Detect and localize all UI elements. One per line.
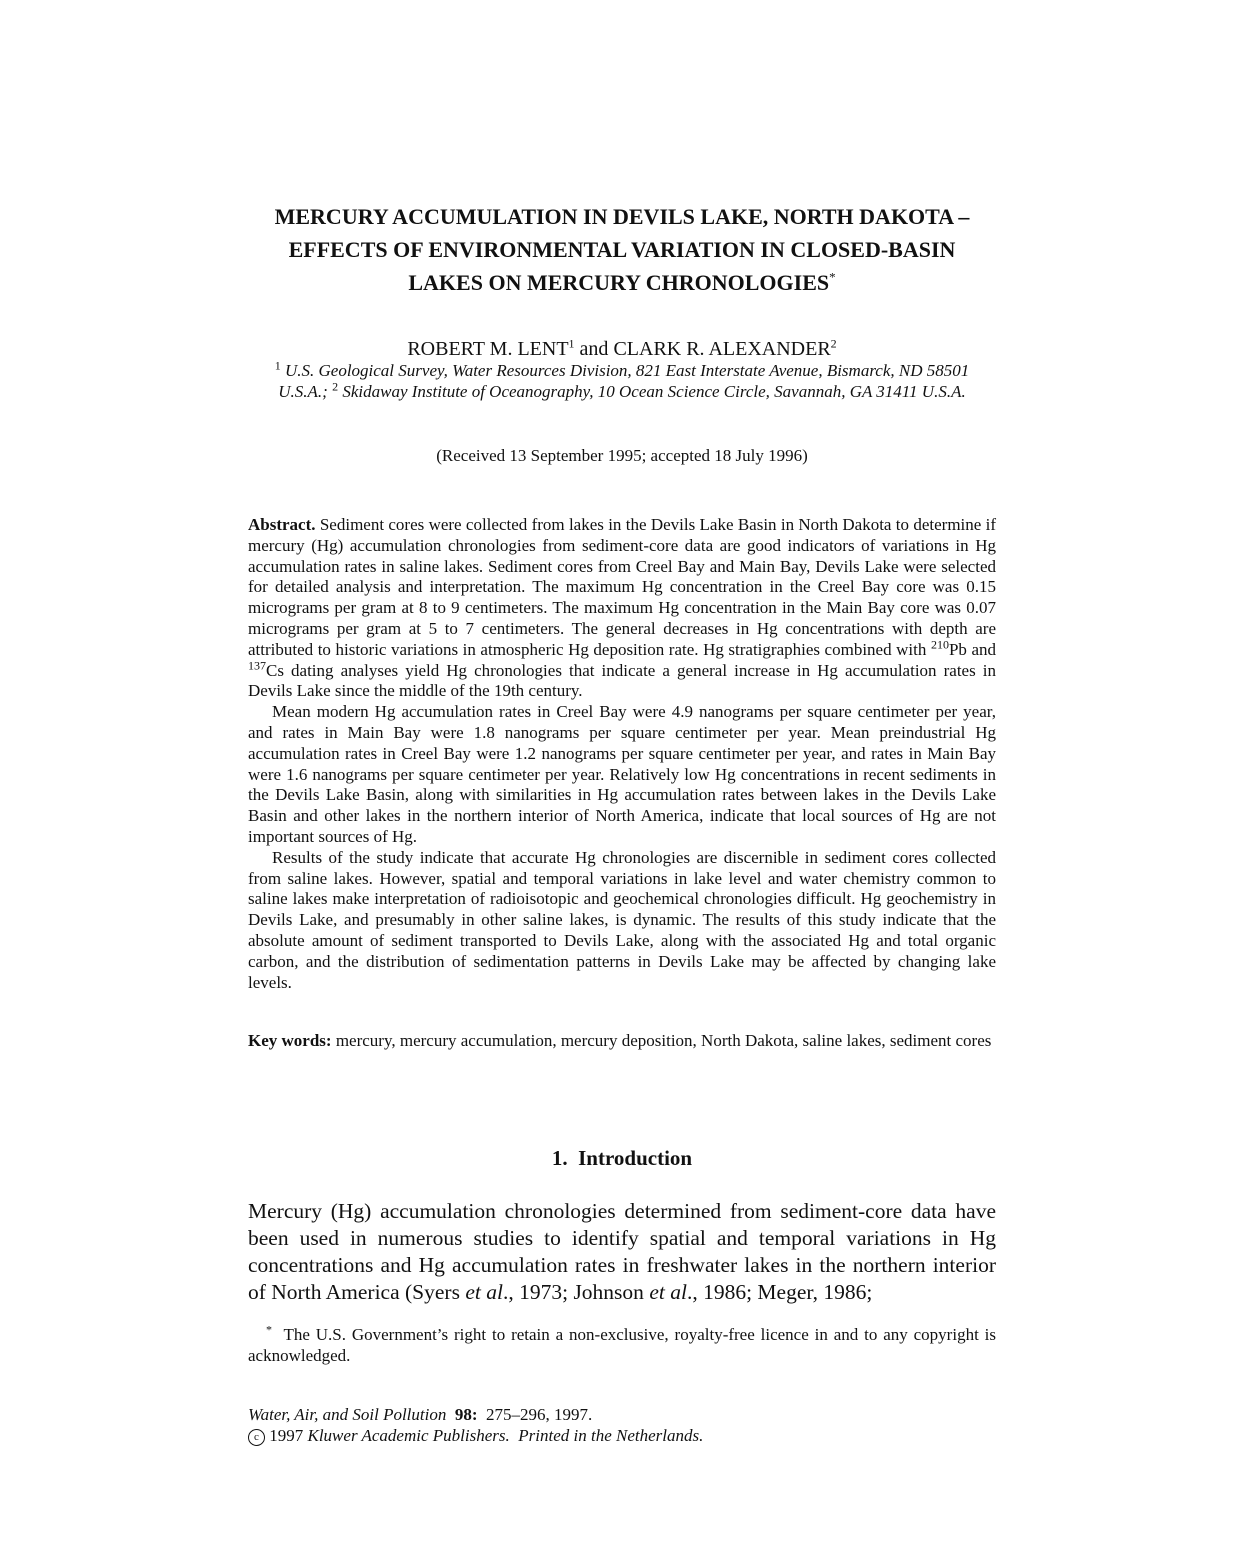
- journal-pages: 275–296, 1997.: [486, 1405, 593, 1424]
- title-line-3-text: LAKES ON MERCURY CHRONOLOGIES: [408, 270, 830, 295]
- journal-info: [248, 1404, 996, 1446]
- footnote-mark: *: [266, 1322, 272, 1337]
- keywords: [248, 1030, 996, 1051]
- abstract-p1-text-b: Cs dating analyses yield Hg chronologies that indicate a general increase in Hg accumulation rates in Devils Lake since the middle of the 19th century.: [248, 660, 996, 701]
- intro-etal-1: et al: [465, 1280, 503, 1304]
- copyright-line: [248, 1425, 996, 1446]
- abstract: [248, 515, 996, 993]
- section-number: 1.: [551, 1146, 568, 1170]
- copyright-icon: c: [248, 1429, 265, 1446]
- author-conjunction: and: [579, 338, 609, 360]
- affil-2-mark: 2: [332, 379, 339, 394]
- title-line-1: MERCURY ACCUMULATION IN DEVILS LAKE, NORTH DAKOTA –: [274, 204, 970, 229]
- footnote-text: The U.S. Government’s right to retain a non-exclusive, royalty-free licence in and to any copyright is acknowledged.: [248, 1325, 996, 1365]
- affiliations: [250, 360, 994, 402]
- footnote: [248, 1324, 996, 1366]
- author-1: ROBERT M. LENT: [407, 338, 569, 360]
- intro-text-2: ., 1973; Johnson: [502, 1280, 644, 1304]
- abstract-p1-text-a: Sediment cores were collected from lakes in the Devils Lake Basin in North Dakota to determine if mercury (Hg) accumulation chronologies from sediment-core data are good indicators of variations in Hg accumulation rates in saline lakes. Sediment cores from Creel Bay and Main Bay, Devils Lake were selected for detailed analysis and interpretation. The maximum Hg concentration in the Creel Bay core was 0.15 micrograms per gram at 8 to 9 centimeters. The maximum Hg concentration in the Main Bay core was 0.07 micrograms per gram at 5 to 7 centimeters. The general decreases in Hg concentrations with depth are attributed to historic variations in atmospheric Hg deposition rate. Hg stratigraphies combined with: [248, 515, 997, 659]
- abstract-paragraph-3: Results of the study indicate that accurate Hg chronologies are discernible in sediment cores collected from saline lakes. However, spatial and temporal variations in lake level and water chemistry common to saline lakes make interpretation of radioisotopic and geochemical chronologies difficult. Hg geochemistry in Devils Lake, and presumably in other saline lakes, is dynamic. The results of this study indicate that the absolute amount of sediment transported to Devils Lake, along with the associated Hg and total organic carbon, and the distribution of sedimentation patterns in Devils Lake may be affected by changing lake levels.: [248, 847, 996, 992]
- author-list: [200, 336, 1044, 362]
- intro-text-3: ., 1986; Meger, 1986;: [686, 1280, 873, 1304]
- affil-1-mark: 1: [274, 358, 281, 373]
- printed-in: Printed in the Netherlands.: [518, 1426, 704, 1445]
- intro-text-1: Mercury (Hg) accumulation chronologies determined from sediment-core data have been used in numerous studies to identify spatial and temporal variations in Hg concentrations and Hg accumulation rates in freshwater lakes in the northern interior of North America (Syers: [248, 1199, 996, 1304]
- received-dates: (Received 13 September 1995; accepted 18 July 1996): [436, 446, 808, 465]
- journal-citation: [248, 1404, 996, 1425]
- abstract-paragraph-2: Mean modern Hg accumulation rates in Creel Bay were 4.9 nanograms per square centimeter per year, and rates in Main Bay were 1.8 nanograms per square centimeter per year. Mean preindustrial Hg accumulation rates in Creel Bay were 1.2 nanograms per square centimeter per year, and rates in Main Bay were 1.6 nanograms per square centimeter per year. Relatively low Hg concentrations in recent sediments in the Devils Lake Basin, along with similarities in Hg accumulation rates between lakes in the Devils Lake Basin and other lakes in the northern interior of North America, indicate that local sources of Hg are not important sources of Hg.: [248, 702, 996, 846]
- abstract-p1-pb: Pb and: [948, 639, 997, 659]
- introduction-paragraph: [248, 1198, 996, 1306]
- cs-isotope-mark: 137: [248, 657, 266, 672]
- journal-name: Water, Air, and Soil Pollution: [248, 1405, 447, 1424]
- pb-isotope-mark: 210: [930, 637, 949, 652]
- section-heading-introduction: [200, 1144, 1044, 1172]
- journal-volume: 98:: [454, 1405, 478, 1424]
- section-title: Introduction: [578, 1146, 693, 1170]
- affil-2-text: Skidaway Institute of Oceanography, 10 Ocean Science Circle, Savannah, GA 31411 U.S.A.: [342, 382, 966, 401]
- abstract-paragraph-1: [248, 515, 996, 702]
- paper-title: [200, 200, 1044, 299]
- author-1-affil-mark: 1: [568, 336, 575, 351]
- publisher: Kluwer Academic Publishers.: [307, 1426, 510, 1445]
- author-2-affil-mark: 2: [830, 336, 837, 351]
- title-line-3: [200, 266, 1044, 299]
- keywords-label: Key words:: [248, 1031, 332, 1050]
- affil-1-text: U.S. Geological Survey, Water Resources Division, 821 East Interstate Avenue, Bismarck, ND 58501 U.S.A.;: [278, 361, 970, 401]
- abstract-label: Abstract.: [248, 515, 316, 534]
- keywords-text: mercury, mercury accumulation, mercury deposition, North Dakota, saline lakes, sediment cores: [335, 1031, 992, 1050]
- intro-etal-2: et al: [649, 1280, 687, 1304]
- title-footnote-mark: *: [829, 269, 836, 285]
- copyright-year: 1997: [269, 1426, 304, 1445]
- title-line-2: EFFECTS OF ENVIRONMENTAL VARIATION IN CLOSED-BASIN: [288, 237, 956, 262]
- author-2: CLARK R. ALEXANDER: [613, 338, 831, 360]
